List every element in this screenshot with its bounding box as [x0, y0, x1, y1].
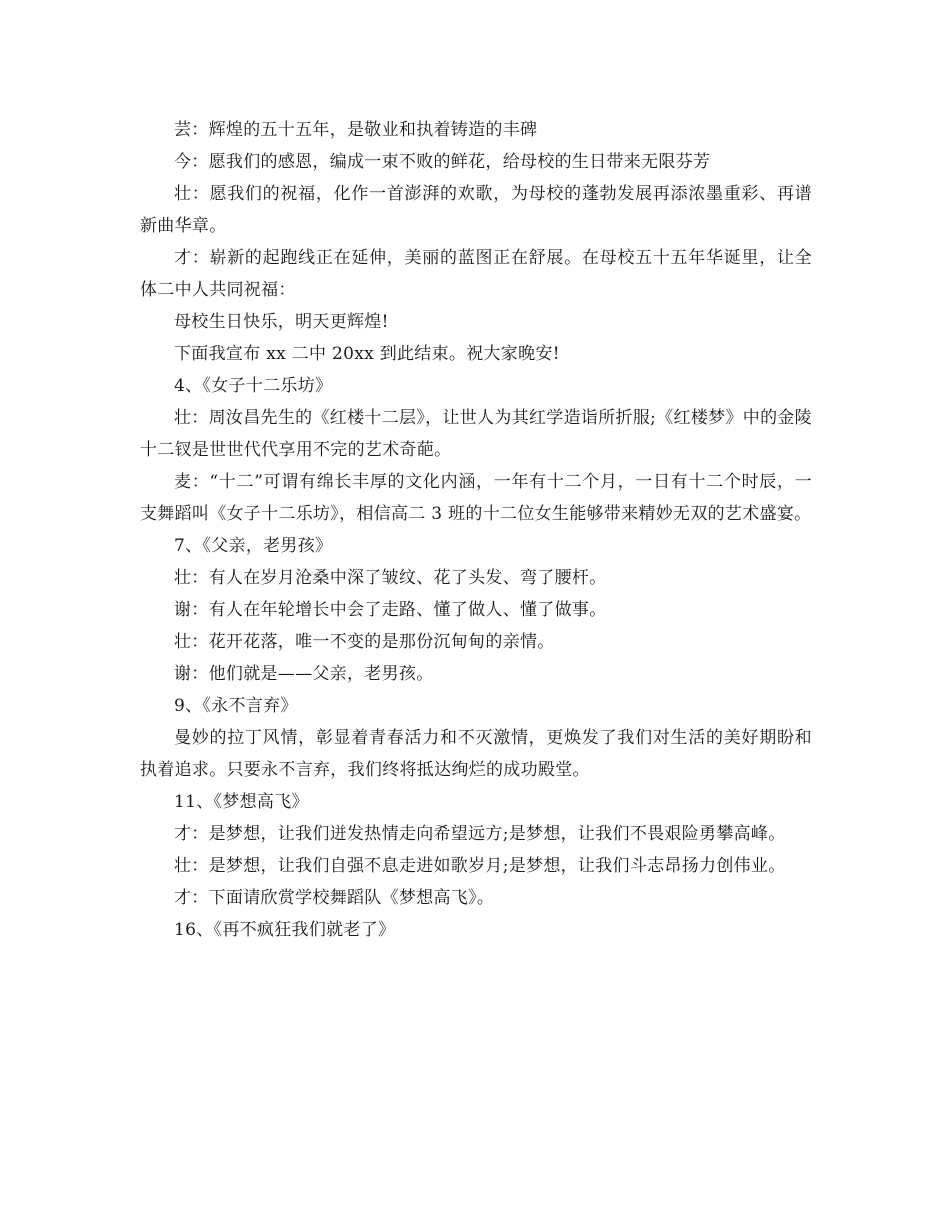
- paragraph: 芸：辉煌的五十五年，是敬业和执着铸造的丰碑: [174, 120, 538, 140]
- paragraph: 下面我宣布 xx 二中 20xx 到此结束。祝大家晚安!: [174, 344, 560, 364]
- paragraph: 壮：有人在岁月沧桑中深了皱纹、花了头发、弯了腰杆。: [174, 568, 607, 588]
- section-heading: 9、《永不言弃》: [174, 696, 298, 716]
- section-heading: 16、《再不疯狂我们就老了》: [174, 920, 396, 940]
- paragraph: 曼妙的拉丁风情，彰显着青春活力和不灭激情，更焕发了我们对生活的美好期盼和执着追求。只要永不言弃，我们终将抵达绚烂的成功殿堂。: [140, 728, 812, 780]
- section-heading: 11、《梦想高飞》: [174, 792, 309, 812]
- section-heading: 4、《女子十二乐坊》: [174, 376, 333, 396]
- paragraph: 才：崭新的起跑线正在延伸，美丽的蓝图正在舒展。在母校五十五年华诞里，让全体二中人共同祝福：: [140, 248, 812, 300]
- paragraph: 才：下面请欣赏学校舞蹈队《梦想高飞》。: [174, 888, 495, 908]
- paragraph: 才：是梦想，让我们迸发热情走向希望远方;是梦想，让我们不畏艰险勇攀高峰。: [174, 824, 786, 844]
- paragraph: 麦：“十二”可谓有绵长丰厚的文化内涵，一年有十二个月，一日有十二个时辰，一支舞蹈叫《女子十二乐坊》，相信高二 3 班的十二位女生能够带来精妙无双的艺术盛宴。: [140, 472, 812, 524]
- paragraph: 谢：有人在年轮增长中会了走路、懂了做人、懂了做事。: [174, 600, 607, 620]
- paragraph: 母校生日快乐，明天更辉煌!: [174, 312, 389, 332]
- section-heading: 7、《父亲，老男孩》: [174, 536, 333, 556]
- paragraph: 壮：周汝昌先生的《红楼十二层》，让世人为其红学造诣所折服;《红楼梦》中的金陵十二钗是世世代代享用不完的艺术奇葩。: [140, 408, 812, 460]
- paragraph: 壮：花开花落，唯一不变的是那份沉甸甸的亲情。: [174, 632, 555, 652]
- document-body: [140, 114, 812, 946]
- paragraph: 今：愿我们的感恩，编成一束不败的鲜花，给母校的生日带来无限芬芳: [174, 152, 711, 172]
- paragraph: 壮：愿我们的祝福，化作一首澎湃的欢歌，为母校的蓬勃发展再添浓墨重彩、再谱新曲华章。: [140, 184, 812, 236]
- paragraph: 壮：是梦想，让我们自强不息走进如歌岁月;是梦想，让我们斗志昂扬力创伟业。: [174, 856, 786, 876]
- paragraph: 谢：他们就是——父亲，老男孩。: [174, 664, 434, 684]
